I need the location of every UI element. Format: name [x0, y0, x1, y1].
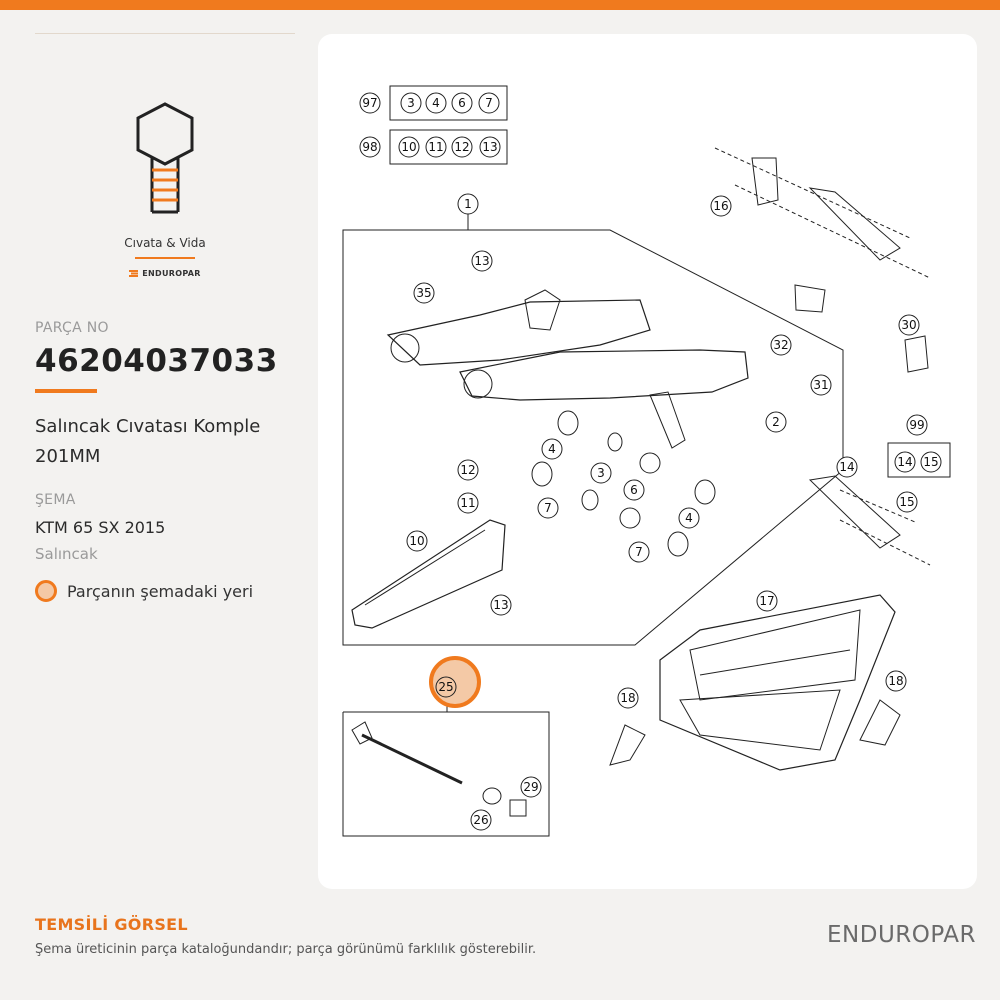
schema-label: ŞEMA: [35, 492, 76, 508]
footer-note: Şema üreticinin parça kataloğundandır; parça görünümü farklılık gösterebilir.: [35, 942, 537, 957]
part-number-underline: [35, 389, 97, 393]
svg-text:13: 13: [482, 140, 498, 154]
part-number: 46204037033: [35, 343, 278, 379]
callout-35: [414, 283, 434, 303]
callout-10b: [407, 531, 427, 551]
svg-text:11: 11: [428, 140, 444, 154]
legend-marker-icon: [35, 580, 57, 602]
svg-text:35: 35: [416, 286, 432, 300]
callout-15b: [897, 492, 917, 512]
svg-text:12: 12: [454, 140, 470, 154]
legend-text: Parçanın şemadaki yeri: [67, 581, 254, 601]
footer-title: TEMSİLİ GÖRSEL: [35, 915, 188, 934]
callout-32: [771, 335, 791, 355]
svg-text:15: 15: [923, 455, 939, 469]
svg-text:10: 10: [409, 534, 425, 548]
exploded-parts-diagram: [318, 34, 977, 889]
svg-text:2: 2: [772, 415, 780, 429]
callout-6b: [624, 480, 644, 500]
callout-26: [471, 810, 491, 830]
legend: [35, 580, 253, 602]
svg-text:16: 16: [713, 199, 729, 213]
svg-text:7: 7: [635, 545, 643, 559]
callout-2: [766, 412, 786, 432]
svg-text:32: 32: [773, 338, 789, 352]
callout-18b: [886, 671, 906, 691]
svg-text:3: 3: [597, 466, 605, 480]
svg-text:29: 29: [523, 780, 539, 794]
callout-4: [426, 93, 446, 113]
callout-99: [907, 415, 927, 435]
brand-logo-text: ENDUROPAR: [142, 269, 201, 278]
svg-text:4: 4: [548, 442, 556, 456]
svg-text:7: 7: [485, 96, 493, 110]
svg-text:6: 6: [458, 96, 466, 110]
callout-6: [452, 93, 472, 113]
callout-13b: [472, 251, 492, 271]
svg-text:11: 11: [460, 496, 476, 510]
callout-7: [479, 93, 499, 113]
svg-text:4: 4: [432, 96, 440, 110]
callout-12: [452, 137, 472, 157]
callout-1: [458, 194, 478, 214]
schema-section: Salıncak: [35, 545, 98, 563]
part-number-label: PARÇA NO: [35, 320, 109, 336]
callout-13c: [491, 595, 511, 615]
callout-13: [480, 137, 500, 157]
bolt-icon: [130, 98, 200, 218]
footer-brand: ENDUROPAR: [827, 922, 976, 948]
svg-text:97: 97: [362, 96, 378, 110]
schema-model: KTM 65 SX 2015: [35, 518, 166, 537]
callout-14: [837, 457, 857, 477]
callout-12b: [458, 460, 478, 480]
svg-text:6: 6: [630, 483, 638, 497]
svg-text:13: 13: [474, 254, 490, 268]
callout-29: [521, 777, 541, 797]
callout-30: [899, 315, 919, 335]
brand-mark-icon: [129, 270, 138, 277]
callout-10: [399, 137, 419, 157]
callout-15: [921, 452, 941, 472]
callout-18: [618, 688, 638, 708]
svg-text:1: 1: [464, 197, 472, 211]
callouts: [360, 93, 941, 830]
callout-7c: [629, 542, 649, 562]
svg-text:18: 18: [620, 691, 636, 705]
callout-3: [401, 93, 421, 113]
category-label: Cıvata & Vida: [124, 236, 206, 250]
svg-text:7: 7: [544, 501, 552, 515]
svg-text:13: 13: [493, 598, 509, 612]
svg-text:14: 14: [897, 455, 913, 469]
svg-text:26: 26: [473, 813, 489, 827]
callout-4c: [679, 508, 699, 528]
svg-text:31: 31: [813, 378, 829, 392]
callout-31: [811, 375, 831, 395]
brand-logo-small: [35, 269, 295, 278]
callout-11b: [458, 493, 478, 513]
svg-text:12: 12: [460, 463, 476, 477]
callout-4b: [542, 439, 562, 459]
svg-text:30: 30: [901, 318, 917, 332]
svg-text:10: 10: [401, 140, 417, 154]
top-accent-bar: [0, 0, 1000, 10]
callout-7b: [538, 498, 558, 518]
top-divider: [35, 33, 295, 34]
callout-98: [360, 137, 380, 157]
svg-text:18: 18: [888, 674, 904, 688]
svg-text:99: 99: [909, 418, 925, 432]
svg-text:3: 3: [407, 96, 415, 110]
callout-17: [757, 591, 777, 611]
callout-14b: [895, 452, 915, 472]
category-underline: [135, 257, 195, 259]
category-logo: [35, 98, 295, 278]
callout-3b: [591, 463, 611, 483]
svg-text:14: 14: [839, 460, 855, 474]
svg-text:4: 4: [685, 511, 693, 525]
svg-text:25: 25: [438, 680, 454, 694]
callout-16: [711, 196, 731, 216]
part-description: Salıncak Cıvatası Komple 201MM: [35, 416, 261, 467]
svg-text:15: 15: [899, 495, 915, 509]
svg-text:98: 98: [362, 140, 378, 154]
svg-text:17: 17: [759, 594, 775, 608]
callout-11: [426, 137, 446, 157]
callout-97: [360, 93, 380, 113]
diagram-card: [318, 34, 977, 889]
